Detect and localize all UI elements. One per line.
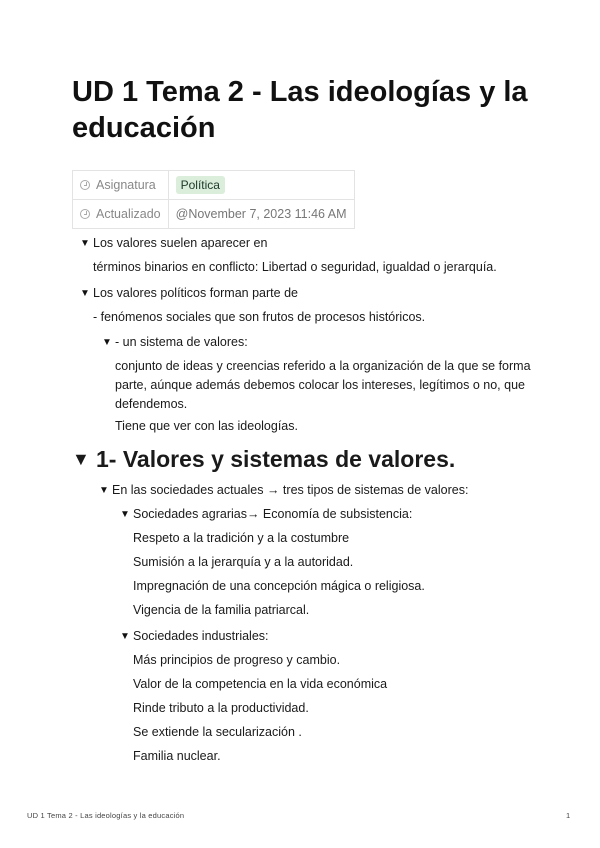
list-item: Rinde tributo a la productividad. bbox=[133, 701, 309, 715]
property-value-cell[interactable] bbox=[168, 200, 354, 229]
page-title: UD 1 Tema 2 - Las ideologías y la educación bbox=[72, 76, 528, 144]
list-item: Familia nuclear. bbox=[133, 749, 221, 763]
toggle-heading[interactable]: Los valores suelen aparecer en bbox=[93, 236, 268, 250]
page-number: 1 bbox=[566, 811, 571, 820]
properties-table bbox=[72, 170, 355, 229]
clock-icon bbox=[80, 209, 90, 219]
property-key-cell bbox=[73, 200, 169, 229]
property-value-cell[interactable] bbox=[168, 171, 354, 200]
list-item: Vigencia de la familia patriarcal. bbox=[133, 603, 310, 617]
toggle-arrow-icon[interactable]: ▼ bbox=[102, 337, 112, 348]
toggle-arrow-icon[interactable]: ▼ bbox=[72, 449, 90, 469]
toggle-heading[interactable]: Los valores políticos forman parte de bbox=[93, 286, 298, 300]
list-item: Más principios de progreso y cambio. bbox=[133, 653, 341, 667]
toggle-arrow-icon[interactable]: ▼ bbox=[120, 631, 130, 642]
list-item: Valor de la competencia en la vida económica bbox=[133, 677, 388, 691]
paragraph: conjunto de ideas y creencias referido a la organización de la que se forma parte, aúnque además debemos colocar los intereses, legítimos o no, que defendemos. bbox=[115, 359, 531, 411]
paragraph: términos binarios en conflicto: Libertad o seguridad, igualdad o jerarquía. bbox=[93, 260, 497, 274]
toggle-arrow-icon[interactable]: ▼ bbox=[99, 485, 109, 496]
paragraph: - fenómenos sociales que son frutos de procesos históricos. bbox=[93, 310, 426, 324]
subject-tag[interactable]: Política bbox=[176, 176, 225, 194]
toggle-heading[interactable]: En las sociedades actuales → tres tipos de sistemas de valores: bbox=[112, 483, 469, 497]
property-row-subject bbox=[73, 171, 355, 200]
toggle-arrow-icon[interactable]: ▼ bbox=[120, 509, 130, 520]
paragraph: Tiene que ver con las ideologías. bbox=[115, 419, 298, 433]
toggle-heading[interactable]: Sociedades industriales: bbox=[133, 629, 269, 643]
updated-date: @November 7, 2023 11:46 AM bbox=[175, 207, 347, 221]
property-key-cell bbox=[73, 171, 169, 200]
list-item: Se extiende la secularización . bbox=[133, 725, 302, 739]
property-key: Actualizado bbox=[96, 207, 161, 221]
property-key: Asignatura bbox=[96, 178, 156, 192]
toggle-heading[interactable]: Sociedades agrarias→ Economía de subsistencia: bbox=[133, 507, 413, 521]
toggle-arrow-icon[interactable]: ▼ bbox=[80, 288, 90, 299]
list-item: Impregnación de una concepción mágica o religiosa. bbox=[133, 579, 425, 593]
property-icon bbox=[80, 180, 90, 190]
list-item: Sumisión a la jerarquía y a la autoridad. bbox=[133, 555, 354, 569]
property-row-updated bbox=[73, 200, 355, 229]
toggle-arrow-icon[interactable]: ▼ bbox=[80, 238, 90, 249]
toggle-heading[interactable]: - un sistema de valores: bbox=[115, 335, 248, 349]
section-heading[interactable]: 1- Valores y sistemas de valores. bbox=[96, 446, 456, 472]
list-item: Respeto a la tradición y a la costumbre bbox=[133, 531, 350, 545]
footer-doc-title: UD 1 Tema 2 - Las ideologías y la educación bbox=[27, 811, 185, 820]
